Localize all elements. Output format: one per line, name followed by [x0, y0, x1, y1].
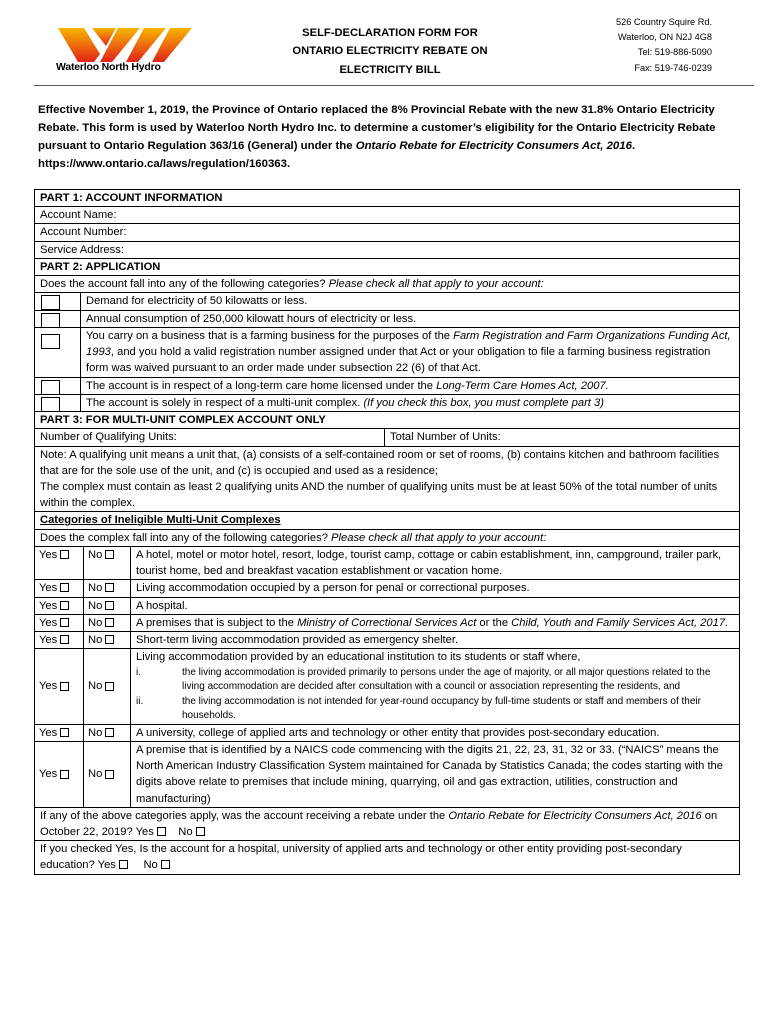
yes-option[interactable] [35, 649, 84, 723]
category-text [131, 649, 739, 723]
category-educational-accommodation [35, 649, 739, 724]
yes-checkbox[interactable] [60, 618, 69, 627]
application-item-long-term-care [35, 378, 739, 395]
final2-text: If you checked Yes, Is the account for a hospital, university of applied arts and technology or other entity providing post-secondary education? Yes [40, 843, 682, 872]
no-option[interactable] [84, 742, 131, 807]
title-line-2: ONTARIO ELECTRICITY REBATE ON [292, 45, 488, 58]
previous-rebate-question [35, 808, 739, 841]
no-option[interactable] [84, 598, 131, 614]
yes-option[interactable] [35, 632, 84, 648]
no-checkbox[interactable] [105, 635, 114, 644]
categories-title: Categories of Ineligible Multi-Unit Complexes [35, 512, 739, 529]
category-naics [35, 742, 739, 808]
multi-unit-note: (If you check this box, you must complete part 3) [363, 396, 604, 409]
logo-text: Waterloo North Hydro [56, 61, 161, 73]
yes-option[interactable] [35, 580, 84, 596]
yes-label: Yes [39, 616, 58, 629]
no-checkbox[interactable] [105, 583, 114, 592]
no-checkbox[interactable] [105, 550, 114, 559]
farming-checkbox[interactable] [41, 334, 60, 349]
c4-or: or the [476, 616, 512, 629]
intro-act: Ontario Rebate for Electricity Consumers Act, 2016 [355, 140, 632, 153]
hospital-university-yes-checkbox[interactable] [119, 860, 128, 869]
previous-rebate-yes-checkbox[interactable] [157, 827, 166, 836]
no-checkbox[interactable] [105, 728, 114, 737]
checkbox-cell [35, 311, 81, 327]
category-text: A hospital. [136, 599, 188, 612]
no-option[interactable] [84, 725, 131, 741]
checkbox-cell [35, 378, 81, 394]
yes-option[interactable] [35, 547, 84, 579]
application-item-demand [35, 293, 739, 310]
yes-option[interactable] [35, 598, 84, 614]
demand-checkbox[interactable] [41, 295, 60, 310]
part3-question [35, 530, 739, 547]
hospital-university-question [35, 841, 739, 873]
category-penal [35, 580, 739, 597]
qualifying-units-field[interactable]: Number of Qualifying Units: [35, 429, 385, 445]
multi-unit-checkbox[interactable] [41, 397, 60, 412]
yes-label: Yes [39, 634, 58, 647]
no-option[interactable] [84, 615, 131, 631]
no-label: No [88, 726, 103, 739]
part3-question-text: Does the complex fall into any of the following categories? [40, 531, 332, 544]
c4-act-2: Child, Youth and Family Services Act, 2017. [511, 616, 729, 629]
item-text [81, 395, 739, 411]
yes-option[interactable] [35, 725, 84, 741]
hospital-university-no-checkbox[interactable] [161, 860, 170, 869]
intro-paragraph [38, 101, 738, 173]
consumption-checkbox[interactable] [41, 313, 60, 328]
subitem-number: i. [136, 666, 141, 678]
no-option[interactable] [84, 649, 131, 723]
c4-act-1: Ministry of Correctional Services Act [297, 616, 477, 629]
account-name-field[interactable]: Account Name: [35, 207, 739, 224]
declaration-form [34, 189, 740, 875]
service-address-field[interactable]: Service Address: [35, 242, 739, 259]
yes-checkbox[interactable] [60, 770, 69, 779]
category-post-secondary [35, 725, 739, 742]
final2-no: No [143, 859, 158, 872]
category-text [131, 615, 739, 631]
category-hotel [35, 547, 739, 580]
category-emergency-shelter [35, 632, 739, 649]
category-text: A university, college of applied arts and technology or other entity that provides post-secondary education. [136, 726, 660, 739]
subitem-number: ii. [136, 695, 144, 707]
title-line-3: ELECTRICITY BILL [339, 63, 441, 76]
c6-subitem-ii [136, 695, 734, 724]
part3-question-italic: Please check all that apply to your account: [331, 531, 547, 544]
part2-question [35, 276, 739, 293]
no-label: No [88, 599, 103, 612]
part2-title: PART 2: APPLICATION [35, 259, 739, 276]
form-title [280, 24, 500, 79]
yes-label: Yes [39, 768, 58, 781]
no-label: No [88, 634, 103, 647]
category-hospital [35, 598, 739, 615]
no-label: No [88, 548, 103, 561]
final1-no: No [178, 825, 193, 838]
c6-subitem-i [136, 666, 734, 695]
no-label: No [88, 616, 103, 629]
category-text: Short-term living accommodation provided as emergency shelter. [136, 634, 459, 647]
subitem-text: the living accommodation is not intended for year-round occupancy by full-time students or staff and members of their households. [182, 695, 701, 722]
form-header [34, 10, 740, 76]
no-checkbox[interactable] [105, 682, 114, 691]
yes-checkbox[interactable] [60, 550, 69, 559]
farming-text-2: , and you hold a valid registration number assigned under that Act or your obligation to file a farming business registration form was waived pursuant to an order made under subsection 22 (6) of that Act. [86, 346, 711, 375]
application-item-farming [35, 328, 739, 378]
address-street: 526 Country Squire Rd. [615, 17, 712, 27]
address-tel: Tel: 519-886-5090 [637, 47, 712, 58]
yes-checkbox[interactable] [60, 601, 69, 610]
header-divider [34, 85, 754, 86]
yes-checkbox[interactable] [60, 583, 69, 592]
company-address [616, 15, 712, 76]
address-fax: Fax: 519-746-0239 [634, 62, 712, 73]
item-text: Annual consumption of 250,000 kilowatt hours of electricity or less. [86, 312, 417, 325]
note-definition: Note: A qualifying unit means a unit that, (a) consists of a self-contained room or set of rooms, (b) contains kitchen and bathroom facilities that are for the sole use of the unit, and (c) is occupied and used as a residence; [40, 448, 720, 477]
previous-rebate-no-checkbox[interactable] [196, 827, 205, 836]
final1-date-yes: on October 22, 2019? Yes [40, 809, 718, 838]
yes-checkbox[interactable] [60, 682, 69, 691]
checkbox-cell [35, 395, 81, 411]
part1-title: PART 1: ACCOUNT INFORMATION [35, 190, 739, 207]
subitem-text: the living accommodation is provided primarily to persons under the age of majority, or all major questions related to the living accommodation are decided after consultation with a council or association representing the residents, and [182, 666, 711, 693]
final1-text: If any of the above categories apply, was the account receiving a rebate under the [40, 809, 449, 822]
c4-text: A premises that is subject to the [136, 616, 298, 629]
yes-option[interactable] [35, 742, 84, 807]
note-requirement: The complex must contain as least 2 qualifying units AND the number of qualifying units must be at least 50% of the total number of units within the complex. [40, 480, 718, 510]
address-city: Waterloo, ON N2J 4G8 [617, 32, 712, 43]
item-text [81, 378, 739, 394]
yes-checkbox[interactable] [60, 728, 69, 737]
no-option[interactable] [84, 632, 131, 648]
no-option[interactable] [84, 580, 131, 596]
title-line-1: SELF-DECLARATION FORM FOR [302, 27, 478, 39]
c6-text: Living accommodation provided by an educational institution to its students or staff where, [136, 651, 581, 664]
yes-label: Yes [39, 599, 58, 612]
yes-label: Yes [39, 726, 58, 739]
long-term-care-checkbox[interactable] [41, 380, 60, 395]
category-text: A hotel, motel or motor hotel, resort, lodge, tourist camp, cottage or cabin establishment, inn, campground, trailer park, tourist home, bed and breakfast vacation establishment or vacation home. [136, 548, 722, 578]
yes-label: Yes [39, 582, 58, 595]
no-checkbox[interactable] [105, 770, 114, 779]
category-text: A premise that is identified by a NAICS code commencing with the digits 21, 22, 23, 31, 32 or 33. (“NAICS” means the North American Industry Classification System maintained for Canada by Statistics Canada; the codes starting with the digits above relate to premises that include mining, quarrying, oil and gas extraction, utilities, construction and manufacturing) [136, 743, 724, 805]
final1-act: Ontario Rebate for Electricity Consumers Act, 2016 [448, 809, 702, 822]
total-units-field[interactable]: Total Number of Units: [390, 431, 501, 444]
checkbox-cell [35, 328, 81, 377]
application-item-consumption [35, 311, 739, 328]
yes-label: Yes [39, 680, 58, 693]
no-label: No [88, 768, 103, 781]
no-label: No [88, 680, 103, 693]
yes-label: Yes [39, 548, 58, 561]
ltc-text: The account is in respect of a long-term care home licensed under the [86, 379, 437, 392]
yes-checkbox[interactable] [60, 635, 69, 644]
application-item-multi-unit [35, 395, 739, 412]
category-text: Living accommodation occupied by a person for penal or correctional purposes. [136, 582, 530, 595]
part2-question-text: Does the account fall into any of the following categories? [40, 278, 329, 291]
yes-option[interactable] [35, 615, 84, 631]
intro-text: Effective November 1, 2019, the Province of Ontario replaced the 8% Provincial Rebate with the new 31.8% Ontario Electricity Rebate. This form is used by Waterloo North Hydro Inc. to determine a customer’s eligibility for the Ontario Electricity Rebate pursuant to Ontario Regulation 363/16 (General) under the [38, 104, 716, 153]
part2-question-italic: Please check all that apply to your account: [328, 278, 544, 291]
farming-text: You carry on a business that is a farming business for the purposes of the [86, 329, 454, 342]
farming-act: Farm Registration and Farm Organizations Funding Act, 1993 [86, 329, 731, 359]
no-label: No [88, 582, 103, 595]
item-text: Demand for electricity of 50 kilowatts or less. [86, 295, 308, 308]
item-text [81, 328, 739, 377]
intro-link: . https://www.ontario.ca/laws/regulation/160363. [38, 140, 636, 171]
qualifying-unit-note [35, 447, 739, 513]
no-option[interactable] [84, 547, 131, 579]
no-checkbox[interactable] [105, 601, 114, 610]
part3-title: PART 3: FOR MULTI-UNIT COMPLEX ACCOUNT ONLY [35, 412, 739, 429]
account-number-field[interactable]: Account Number: [35, 224, 739, 241]
multi-unit-text: The account is solely in respect of a multi-unit complex. [86, 396, 364, 409]
units-row [35, 429, 739, 446]
ltc-act: Long-Term Care Homes Act, 2007. [436, 379, 609, 392]
category-correctional-premises [35, 615, 739, 632]
checkbox-cell [35, 293, 81, 309]
no-checkbox[interactable] [105, 618, 114, 627]
